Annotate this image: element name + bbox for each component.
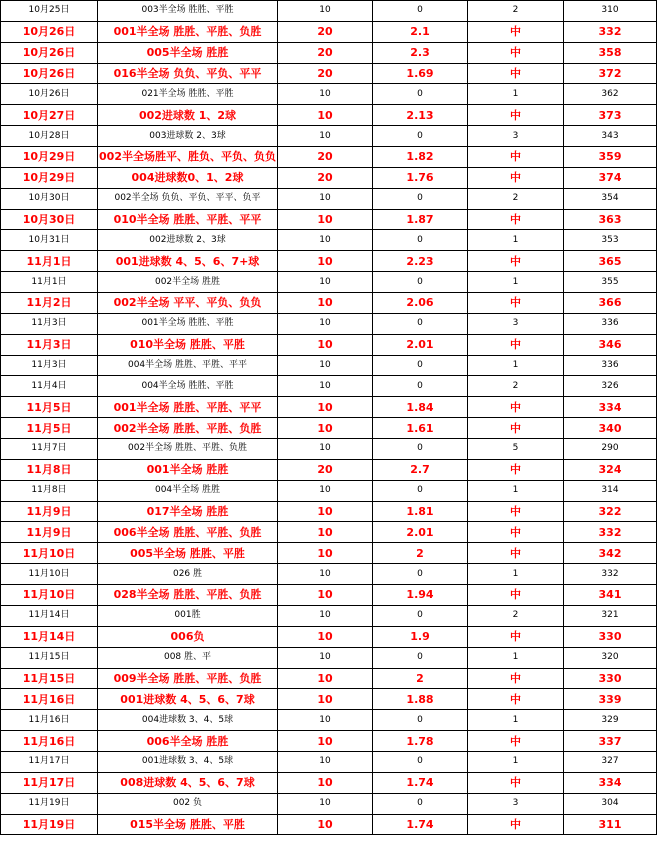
table-row <box>1 585 657 606</box>
stake-cell: 10 <box>278 418 373 439</box>
odds-cell: 1.87 <box>373 209 468 230</box>
play-cell: 001半全场 胜胜、平胜、负胜 <box>98 21 278 42</box>
play-cell: 001半全场 胜胜 <box>98 459 278 480</box>
stake-cell: 10 <box>278 626 373 647</box>
result-cell: 1 <box>468 647 564 668</box>
date-cell: 11月10日 <box>1 543 98 564</box>
result-cell: 5 <box>468 439 564 460</box>
table-row <box>1 480 657 501</box>
table-row <box>1 793 657 814</box>
play-cell: 002半全场 平平、平负、负负 <box>98 293 278 314</box>
total-cell: 334 <box>564 772 657 793</box>
odds-cell: 0 <box>373 230 468 251</box>
play-cell: 003半全场 胜胜、平胜 <box>98 1 278 22</box>
odds-cell: 0 <box>373 272 468 293</box>
result-cell: 2 <box>468 1 564 22</box>
result-cell: 中 <box>468 251 564 272</box>
total-cell: 321 <box>564 605 657 626</box>
odds-cell: 2.7 <box>373 459 468 480</box>
stake-cell: 20 <box>278 167 373 188</box>
total-cell: 290 <box>564 439 657 460</box>
table-row <box>1 522 657 543</box>
result-cell: 中 <box>468 731 564 752</box>
table-row <box>1 334 657 355</box>
stake-cell: 10 <box>278 543 373 564</box>
total-cell: 362 <box>564 84 657 105</box>
date-cell: 11月16日 <box>1 731 98 752</box>
play-cell: 002半全场 负负、平负、平平、负平 <box>98 188 278 209</box>
stake-cell: 10 <box>278 84 373 105</box>
table-row <box>1 710 657 731</box>
play-cell: 028半全场 胜胜、平胜、负胜 <box>98 585 278 606</box>
stake-cell: 10 <box>278 272 373 293</box>
play-cell: 002半全场 胜胜、平胜、负胜 <box>98 418 278 439</box>
odds-cell: 1.74 <box>373 814 468 835</box>
date-cell: 11月9日 <box>1 522 98 543</box>
play-cell: 001胜 <box>98 605 278 626</box>
total-cell: 329 <box>564 710 657 731</box>
stake-cell: 10 <box>278 605 373 626</box>
odds-cell: 0 <box>373 355 468 376</box>
table-row <box>1 814 657 835</box>
play-cell: 003进球数 2、3球 <box>98 126 278 147</box>
total-cell: 336 <box>564 313 657 334</box>
date-cell: 10月28日 <box>1 126 98 147</box>
result-cell: 中 <box>468 814 564 835</box>
table-row <box>1 313 657 334</box>
stake-cell: 10 <box>278 334 373 355</box>
total-cell: 337 <box>564 731 657 752</box>
result-cell: 2 <box>468 188 564 209</box>
stake-cell: 10 <box>278 313 373 334</box>
result-cell: 3 <box>468 793 564 814</box>
total-cell: 332 <box>564 21 657 42</box>
total-cell: 330 <box>564 668 657 689</box>
play-cell: 005半全场 胜胜、平胜 <box>98 543 278 564</box>
date-cell: 11月5日 <box>1 397 98 418</box>
total-cell: 346 <box>564 334 657 355</box>
date-cell: 11月10日 <box>1 564 98 585</box>
result-cell: 1 <box>468 710 564 731</box>
stake-cell: 10 <box>278 230 373 251</box>
table-row <box>1 543 657 564</box>
date-cell: 10月26日 <box>1 84 98 105</box>
table-row <box>1 605 657 626</box>
total-cell: 363 <box>564 209 657 230</box>
total-cell: 373 <box>564 105 657 126</box>
table-row <box>1 689 657 710</box>
odds-cell: 0 <box>373 480 468 501</box>
play-cell: 002 负 <box>98 793 278 814</box>
date-cell: 11月14日 <box>1 605 98 626</box>
table-row <box>1 668 657 689</box>
date-cell: 10月29日 <box>1 167 98 188</box>
play-cell: 009半全场 胜胜、平胜、负胜 <box>98 668 278 689</box>
stake-cell: 20 <box>278 21 373 42</box>
total-cell: 327 <box>564 751 657 772</box>
odds-cell: 0 <box>373 605 468 626</box>
odds-cell: 2 <box>373 543 468 564</box>
result-cell: 中 <box>468 626 564 647</box>
total-cell: 341 <box>564 585 657 606</box>
total-cell: 311 <box>564 814 657 835</box>
total-cell: 353 <box>564 230 657 251</box>
stake-cell: 10 <box>278 355 373 376</box>
play-cell: 004半全场 胜胜、平胜、平平 <box>98 355 278 376</box>
total-cell: 334 <box>564 397 657 418</box>
result-cell: 中 <box>468 334 564 355</box>
result-cell: 中 <box>468 105 564 126</box>
date-cell: 11月17日 <box>1 751 98 772</box>
total-cell: 372 <box>564 63 657 84</box>
odds-cell: 2.01 <box>373 334 468 355</box>
odds-cell: 0 <box>373 313 468 334</box>
stake-cell: 10 <box>278 293 373 314</box>
stake-cell: 10 <box>278 814 373 835</box>
odds-cell: 0 <box>373 439 468 460</box>
stake-cell: 10 <box>278 731 373 752</box>
result-cell: 中 <box>468 459 564 480</box>
table-row <box>1 626 657 647</box>
odds-cell: 2.13 <box>373 105 468 126</box>
play-cell: 006半全场 胜胜 <box>98 731 278 752</box>
date-cell: 11月14日 <box>1 626 98 647</box>
stake-cell: 10 <box>278 126 373 147</box>
table-row <box>1 397 657 418</box>
odds-cell: 0 <box>373 188 468 209</box>
date-cell: 11月16日 <box>1 689 98 710</box>
odds-cell: 0 <box>373 710 468 731</box>
date-cell: 11月3日 <box>1 334 98 355</box>
result-cell: 2 <box>468 376 564 397</box>
date-cell: 11月15日 <box>1 647 98 668</box>
total-cell: 324 <box>564 459 657 480</box>
total-cell: 355 <box>564 272 657 293</box>
odds-cell: 1.74 <box>373 772 468 793</box>
play-cell: 008进球数 4、5、6、7球 <box>98 772 278 793</box>
result-cell: 中 <box>468 21 564 42</box>
play-cell: 001进球数 3、4、5球 <box>98 751 278 772</box>
result-cell: 中 <box>468 689 564 710</box>
result-cell: 中 <box>468 147 564 168</box>
odds-cell: 2.3 <box>373 42 468 63</box>
play-cell: 002半全场 胜胜 <box>98 272 278 293</box>
result-cell: 1 <box>468 84 564 105</box>
result-cell: 1 <box>468 480 564 501</box>
date-cell: 11月9日 <box>1 501 98 522</box>
stake-cell: 10 <box>278 105 373 126</box>
date-cell: 11月8日 <box>1 480 98 501</box>
play-cell: 016半全场 负负、平负、平平 <box>98 63 278 84</box>
play-cell: 008 胜、平 <box>98 647 278 668</box>
total-cell: 330 <box>564 626 657 647</box>
total-cell: 332 <box>564 564 657 585</box>
stake-cell: 10 <box>278 564 373 585</box>
odds-cell: 0 <box>373 1 468 22</box>
table-row <box>1 188 657 209</box>
total-cell: 343 <box>564 126 657 147</box>
date-cell: 10月25日 <box>1 1 98 22</box>
result-cell: 1 <box>468 230 564 251</box>
total-cell: 342 <box>564 543 657 564</box>
total-cell: 359 <box>564 147 657 168</box>
result-cell: 中 <box>468 293 564 314</box>
date-cell: 10月26日 <box>1 42 98 63</box>
odds-cell: 0 <box>373 564 468 585</box>
odds-cell: 1.69 <box>373 63 468 84</box>
result-cell: 中 <box>468 167 564 188</box>
stake-cell: 10 <box>278 397 373 418</box>
table-body <box>1 1 657 835</box>
stake-cell: 10 <box>278 251 373 272</box>
odds-cell: 1.88 <box>373 689 468 710</box>
odds-cell: 0 <box>373 126 468 147</box>
table-row <box>1 751 657 772</box>
stake-cell: 10 <box>278 480 373 501</box>
table-row <box>1 84 657 105</box>
play-cell: 004半全场 胜胜 <box>98 480 278 501</box>
date-cell: 11月4日 <box>1 376 98 397</box>
stake-cell: 10 <box>278 793 373 814</box>
stake-cell: 10 <box>278 376 373 397</box>
date-cell: 11月19日 <box>1 793 98 814</box>
table-row <box>1 418 657 439</box>
play-cell: 001半全场 胜胜、平胜 <box>98 313 278 334</box>
table-row <box>1 272 657 293</box>
result-cell: 1 <box>468 272 564 293</box>
total-cell: 310 <box>564 1 657 22</box>
table-row <box>1 209 657 230</box>
play-cell: 005半全场 胜胜 <box>98 42 278 63</box>
total-cell: 326 <box>564 376 657 397</box>
result-cell: 中 <box>468 668 564 689</box>
total-cell: 339 <box>564 689 657 710</box>
date-cell: 10月26日 <box>1 21 98 42</box>
play-cell: 002半全场胜平、胜负、平负、负负 <box>98 147 278 168</box>
play-cell: 001半全场 胜胜、平胜、平平 <box>98 397 278 418</box>
result-cell: 3 <box>468 313 564 334</box>
result-cell: 中 <box>468 501 564 522</box>
date-cell: 10月29日 <box>1 147 98 168</box>
play-cell: 006半全场 胜胜、平胜、负胜 <box>98 522 278 543</box>
result-cell: 中 <box>468 63 564 84</box>
play-cell: 026 胜 <box>98 564 278 585</box>
result-cell: 中 <box>468 543 564 564</box>
table-row <box>1 355 657 376</box>
date-cell: 10月30日 <box>1 209 98 230</box>
date-cell: 11月10日 <box>1 585 98 606</box>
stake-cell: 20 <box>278 147 373 168</box>
odds-cell: 2.01 <box>373 522 468 543</box>
date-cell: 11月15日 <box>1 668 98 689</box>
odds-cell: 0 <box>373 647 468 668</box>
total-cell: 354 <box>564 188 657 209</box>
stake-cell: 10 <box>278 689 373 710</box>
total-cell: 358 <box>564 42 657 63</box>
play-cell: 017半全场 胜胜 <box>98 501 278 522</box>
play-cell: 015半全场 胜胜、平胜 <box>98 814 278 835</box>
play-cell: 004半全场 胜胜、平胜 <box>98 376 278 397</box>
table-row <box>1 439 657 460</box>
date-cell: 11月7日 <box>1 439 98 460</box>
play-cell: 002进球数 1、2球 <box>98 105 278 126</box>
total-cell: 332 <box>564 522 657 543</box>
table-row <box>1 63 657 84</box>
stake-cell: 10 <box>278 585 373 606</box>
total-cell: 365 <box>564 251 657 272</box>
stake-cell: 10 <box>278 647 373 668</box>
result-cell: 中 <box>468 772 564 793</box>
date-cell: 10月31日 <box>1 230 98 251</box>
table-row <box>1 126 657 147</box>
table-row <box>1 647 657 668</box>
odds-cell: 1.9 <box>373 626 468 647</box>
date-cell: 11月1日 <box>1 251 98 272</box>
total-cell: 304 <box>564 793 657 814</box>
play-cell: 004进球数0、1、2球 <box>98 167 278 188</box>
result-cell: 2 <box>468 605 564 626</box>
total-cell: 366 <box>564 293 657 314</box>
play-cell: 002半全场 胜胜、平胜、负胜 <box>98 439 278 460</box>
stake-cell: 10 <box>278 710 373 731</box>
stake-cell: 10 <box>278 668 373 689</box>
odds-cell: 0 <box>373 376 468 397</box>
table-row <box>1 105 657 126</box>
stake-cell: 20 <box>278 63 373 84</box>
odds-cell: 2.23 <box>373 251 468 272</box>
odds-cell: 2.06 <box>373 293 468 314</box>
date-cell: 11月19日 <box>1 814 98 835</box>
date-cell: 10月30日 <box>1 188 98 209</box>
stake-cell: 20 <box>278 42 373 63</box>
stake-cell: 10 <box>278 188 373 209</box>
odds-cell: 1.84 <box>373 397 468 418</box>
stake-cell: 10 <box>278 439 373 460</box>
odds-cell: 0 <box>373 84 468 105</box>
total-cell: 374 <box>564 167 657 188</box>
play-cell: 002进球数 2、3球 <box>98 230 278 251</box>
date-cell: 11月5日 <box>1 418 98 439</box>
date-cell: 10月27日 <box>1 105 98 126</box>
play-cell: 010半全场 胜胜、平胜、平平 <box>98 209 278 230</box>
stake-cell: 10 <box>278 209 373 230</box>
result-cell: 1 <box>468 751 564 772</box>
date-cell: 11月17日 <box>1 772 98 793</box>
stake-cell: 10 <box>278 501 373 522</box>
total-cell: 340 <box>564 418 657 439</box>
table-row <box>1 1 657 22</box>
stake-cell: 10 <box>278 772 373 793</box>
odds-cell: 2 <box>373 668 468 689</box>
date-cell: 11月3日 <box>1 355 98 376</box>
result-cell: 中 <box>468 585 564 606</box>
date-cell: 10月26日 <box>1 63 98 84</box>
total-cell: 336 <box>564 355 657 376</box>
total-cell: 314 <box>564 480 657 501</box>
result-cell: 1 <box>468 564 564 585</box>
odds-cell: 1.76 <box>373 167 468 188</box>
stake-cell: 10 <box>278 751 373 772</box>
table-row <box>1 772 657 793</box>
date-cell: 11月3日 <box>1 313 98 334</box>
table-row <box>1 501 657 522</box>
stake-cell: 10 <box>278 522 373 543</box>
result-cell: 3 <box>468 126 564 147</box>
odds-cell: 1.94 <box>373 585 468 606</box>
result-cell: 1 <box>468 355 564 376</box>
total-cell: 322 <box>564 501 657 522</box>
table-row <box>1 459 657 480</box>
table-row <box>1 564 657 585</box>
table-row <box>1 731 657 752</box>
odds-cell: 2.1 <box>373 21 468 42</box>
table-row <box>1 293 657 314</box>
result-cell: 中 <box>468 42 564 63</box>
table-row <box>1 251 657 272</box>
table-row <box>1 42 657 63</box>
odds-cell: 1.82 <box>373 147 468 168</box>
table-row <box>1 21 657 42</box>
result-cell: 中 <box>468 209 564 230</box>
date-cell: 11月16日 <box>1 710 98 731</box>
odds-cell: 1.78 <box>373 731 468 752</box>
table-row <box>1 167 657 188</box>
play-cell: 004进球数 3、4、5球 <box>98 710 278 731</box>
date-cell: 11月8日 <box>1 459 98 480</box>
result-cell: 中 <box>468 522 564 543</box>
odds-cell: 1.61 <box>373 418 468 439</box>
total-cell: 320 <box>564 647 657 668</box>
table-row <box>1 376 657 397</box>
odds-cell: 0 <box>373 751 468 772</box>
odds-cell: 0 <box>373 793 468 814</box>
play-cell: 010半全场 胜胜、平胜 <box>98 334 278 355</box>
date-cell: 11月2日 <box>1 293 98 314</box>
play-cell: 006负 <box>98 626 278 647</box>
play-cell: 001进球数 4、5、6、7球 <box>98 689 278 710</box>
play-cell: 021半全场 胜胜、平胜 <box>98 84 278 105</box>
date-cell: 11月1日 <box>1 272 98 293</box>
result-cell: 中 <box>468 418 564 439</box>
stake-cell: 20 <box>278 459 373 480</box>
result-cell: 中 <box>468 397 564 418</box>
odds-cell: 1.81 <box>373 501 468 522</box>
stake-cell: 10 <box>278 1 373 22</box>
table-row <box>1 230 657 251</box>
table-row <box>1 147 657 168</box>
play-cell: 001进球数 4、5、6、7+球 <box>98 251 278 272</box>
